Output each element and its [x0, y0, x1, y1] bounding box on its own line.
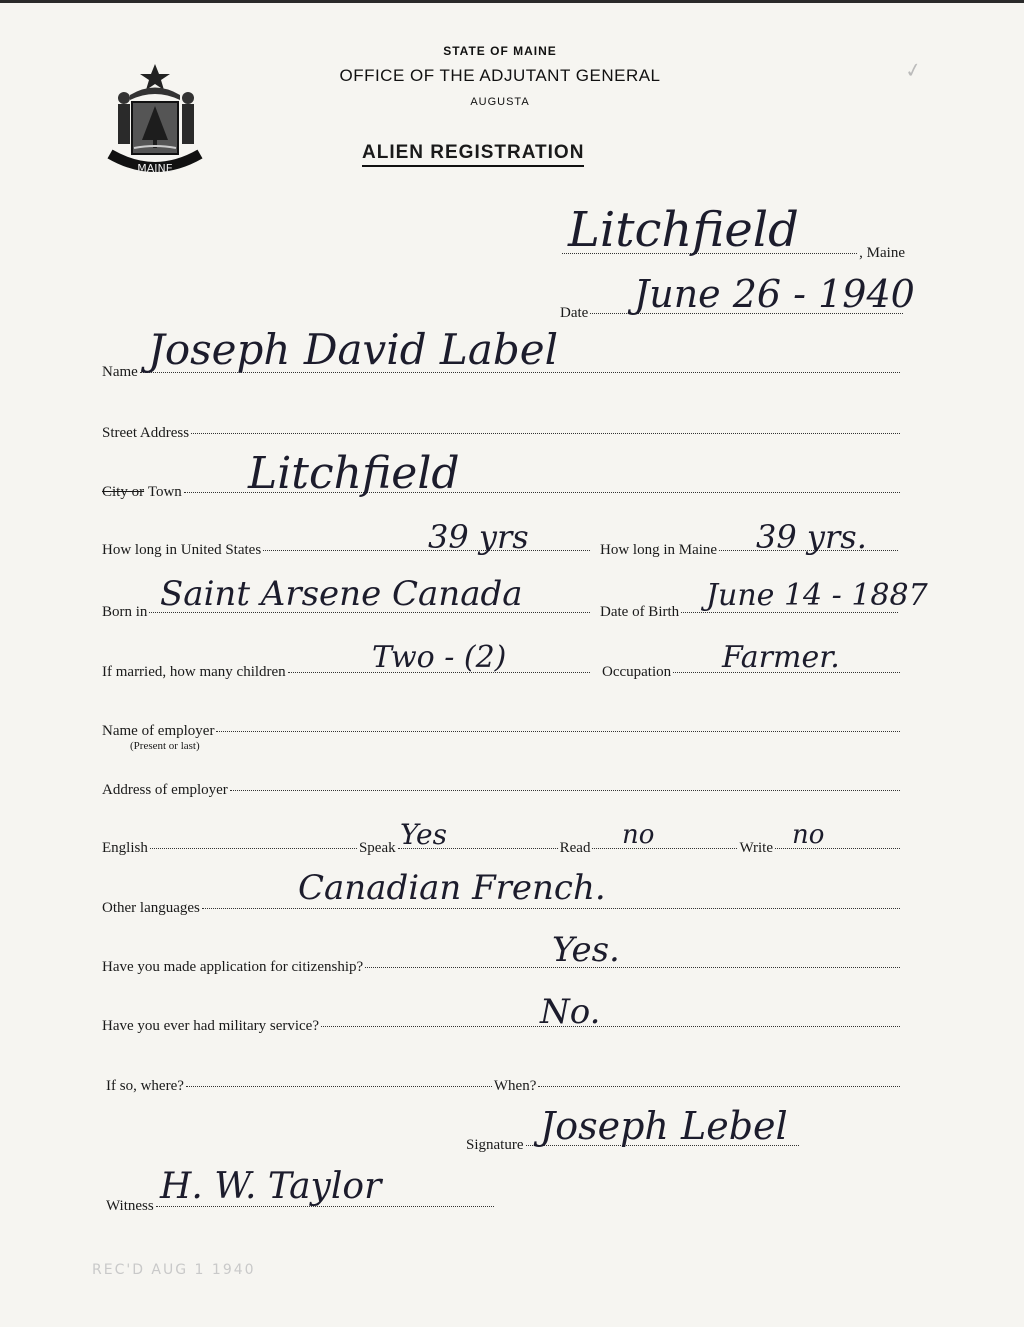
- years-maine-label: How long in Maine: [600, 542, 718, 558]
- read-label: Read: [559, 840, 591, 856]
- speak-label: Speak: [358, 840, 396, 856]
- years-us-label: How long in United States: [102, 542, 262, 558]
- citizenship-row: [102, 959, 902, 976]
- town-label: Town: [147, 484, 182, 500]
- employer-sublabel: (Present or last): [130, 740, 200, 752]
- city-label-struck: City or: [102, 484, 145, 500]
- town-value: Litchfield: [248, 448, 460, 499]
- place-value: Litchfield: [568, 202, 799, 258]
- check-mark: ✓: [903, 58, 924, 84]
- occupation-value: Farmer.: [722, 640, 840, 675]
- dob-label: Date of Birth: [600, 604, 680, 620]
- witness-value: H. W. Taylor: [160, 1166, 382, 1207]
- where-when-row: [106, 1078, 902, 1095]
- military-label: Have you ever had military service?: [102, 1018, 319, 1034]
- name-label: Name: [102, 364, 138, 380]
- languages-label: Other languages: [102, 900, 200, 916]
- street-row: [102, 425, 902, 442]
- speak-value: Yes: [400, 818, 447, 851]
- employer-row: [102, 723, 902, 740]
- born-label: Born in: [102, 604, 148, 620]
- citizenship-line[interactable]: [365, 967, 900, 968]
- street-line[interactable]: [191, 433, 900, 434]
- employer-address-label: Address of employer: [102, 782, 228, 798]
- where-label: If so, where?: [106, 1078, 184, 1094]
- top-edge: [0, 0, 1024, 3]
- received-stamp: REC'D AUG 1 1940: [92, 1262, 256, 1278]
- witness-label: Witness: [106, 1198, 154, 1214]
- where-line[interactable]: [186, 1086, 492, 1087]
- years-us-value: 39 yrs: [428, 518, 529, 556]
- town-row: [102, 484, 902, 501]
- employer-label: Name of employer: [102, 723, 215, 739]
- citizenship-value: Yes.: [552, 930, 620, 970]
- citizenship-label: Have you made application for citizenship?: [102, 959, 364, 975]
- years-maine-value: 39 yrs.: [756, 518, 867, 556]
- employer-sub-row: [130, 740, 200, 752]
- seal-text: MAINE: [137, 162, 173, 175]
- office-heading: OFFICE OF THE ADJUTANT GENERAL: [339, 66, 661, 85]
- street-label: Street Address: [102, 425, 190, 441]
- write-label: Write: [739, 840, 773, 856]
- employer-line[interactable]: [216, 731, 900, 732]
- languages-line[interactable]: [202, 908, 900, 909]
- employer-address-line[interactable]: [230, 790, 900, 791]
- children-value: Two - (2): [372, 640, 507, 675]
- read-value: no: [622, 820, 655, 850]
- write-value: no: [792, 820, 825, 850]
- dob-value: June 14 - 1887: [706, 578, 928, 613]
- name-value: Joseph David Label: [148, 325, 559, 374]
- children-row: [102, 664, 592, 681]
- state-heading: STATE OF MAINE: [443, 44, 557, 58]
- signature-label: Signature: [466, 1137, 524, 1153]
- english-label: English: [102, 840, 148, 856]
- employer-address-row: [102, 782, 902, 799]
- years-us-line[interactable]: [263, 550, 590, 551]
- born-value: Saint Arsene Canada: [160, 574, 523, 614]
- languages-value: Canadian French.: [298, 868, 606, 908]
- date-value: June 26 - 1940: [634, 272, 915, 316]
- when-label: When?: [493, 1078, 537, 1094]
- english-row: [102, 840, 902, 857]
- occupation-label: Occupation: [602, 664, 672, 680]
- place-suffix: , Maine: [859, 245, 905, 261]
- form-title: ALIEN REGISTRATION: [362, 142, 584, 167]
- when-line[interactable]: [538, 1086, 900, 1087]
- military-value: No.: [540, 992, 601, 1032]
- read-line[interactable]: [592, 848, 737, 849]
- children-label: If married, how many children: [102, 664, 286, 680]
- city-heading: AUGUSTA: [470, 96, 530, 108]
- signature-value: Joseph Lebel: [540, 1104, 788, 1148]
- date-label: Date: [560, 305, 589, 321]
- military-line[interactable]: [321, 1026, 900, 1027]
- military-row: [102, 1018, 902, 1035]
- english-line: [150, 848, 357, 849]
